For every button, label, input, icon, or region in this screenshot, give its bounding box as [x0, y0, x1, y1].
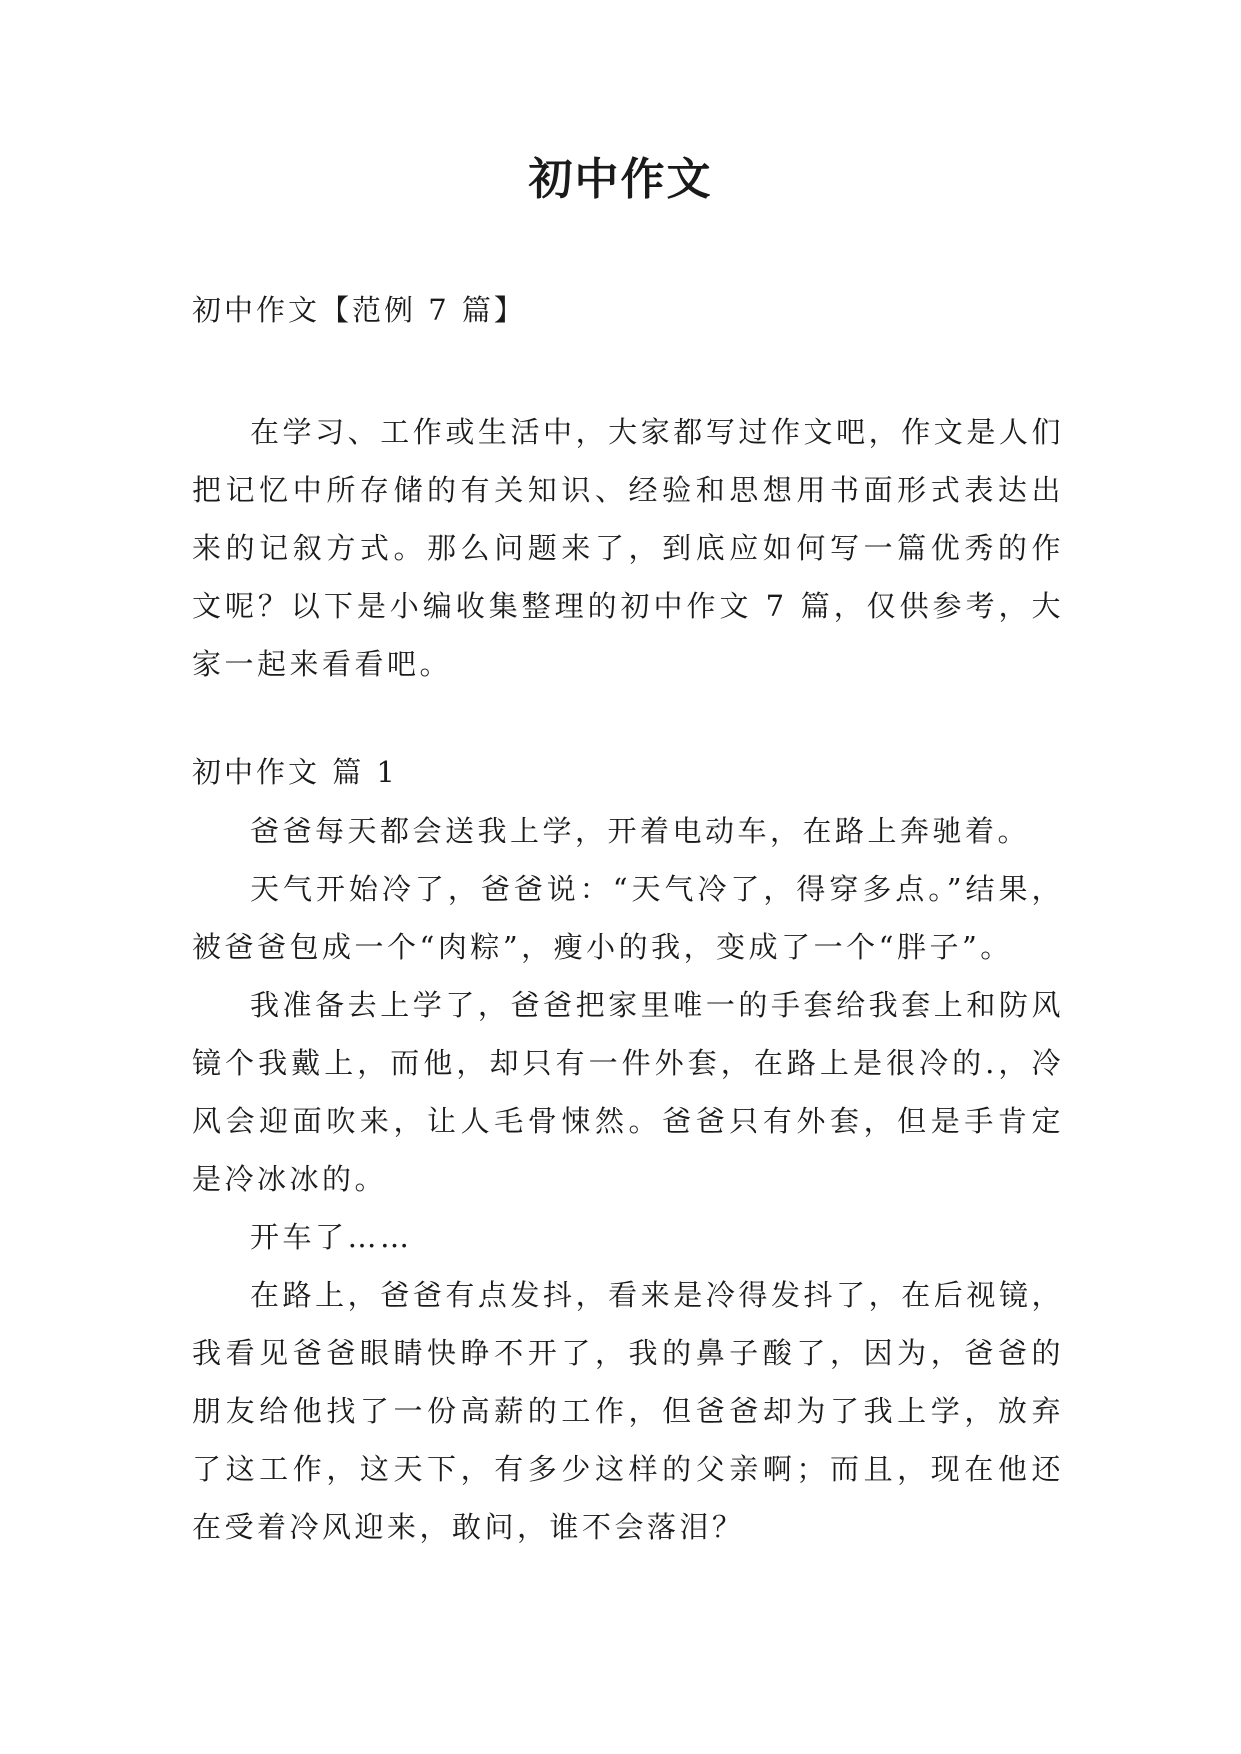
- body-paragraph: 开车了……: [250, 1220, 413, 1254]
- intro-block: [192, 403, 1064, 693]
- document-title: 初中作文: [528, 154, 713, 205]
- body-paragraph: 在路上，爸爸有点发抖，看来是冷得发抖了，在后视镜，我看见爸爸眼睛快睁不开了，我的鼻子酸了，因为，爸爸的朋友给他找了一份高薪的工作，但爸爸却为了我上学，放弃了这工作，这天下，有多少这样的父亲啊；而且，现在他还在受着冷风迎来，敢问，谁不会落泪？: [192, 1278, 1064, 1544]
- document-subtitle: 初中作文【范例 7 篇】: [192, 293, 526, 327]
- body-paragraph: 我准备去上学了，爸爸把家里唯一的手套给我套上和防风镜个我戴上，而他，却只有一件外套，在路上是很冷的.，冷风会迎面吹来，让人毛骨悚然。爸爸只有外套，但是手肯定是冷冰冰的。: [192, 988, 1064, 1196]
- intro-paragraph: 在学习、工作或生活中，大家都写过作文吧，作文是人们把记忆中所存储的有关知识、经验和思想用书面形式表达出来的记叙方式。那么问题来了，到底应如何写一篇优秀的作文呢？以下是小编收集整理的初中作文 7 篇，仅供参考，大家一起来看看吧。: [192, 415, 1064, 681]
- body-paragraph: 天气开始冷了，爸爸说：“天气冷了，得穿多点。”结果，被爸爸包成一个“肉粽”，瘦小的我，变成了一个“胖子”。: [192, 872, 1064, 964]
- section-heading: 初中作文 篇 1: [192, 755, 398, 789]
- section-body: [192, 802, 1064, 1556]
- body-paragraph: 爸爸每天都会送我上学，开着电动车，在路上奔驰着。: [250, 814, 1031, 848]
